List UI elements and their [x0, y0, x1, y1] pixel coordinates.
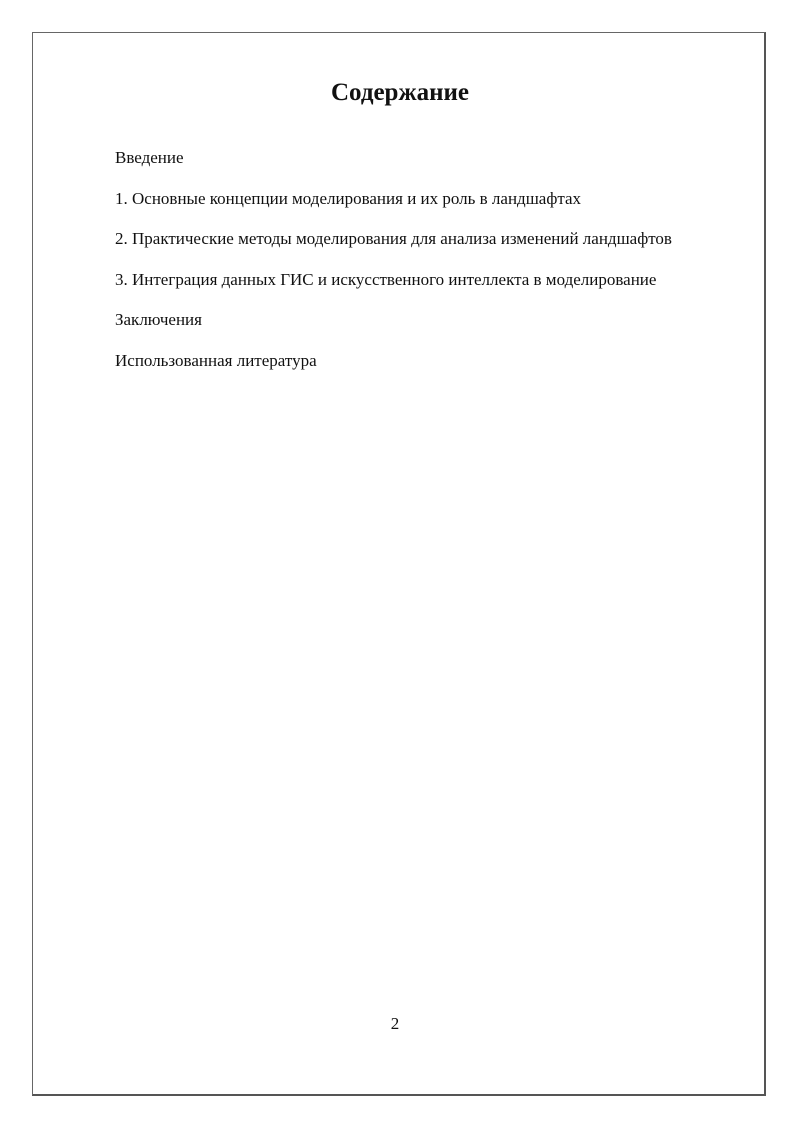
- page-title: Содержание: [330, 79, 469, 106]
- table-of-contents: [115, 146, 672, 389]
- document-page: [32, 32, 766, 1096]
- toc-item-section-3[interactable]: 3. Интеграция данных ГИС и искусственного интеллекта в моделирование: [115, 269, 657, 289]
- toc-item-conclusion[interactable]: Заключения: [115, 310, 202, 329]
- toc-item-references[interactable]: Использованная литература: [115, 350, 317, 370]
- toc-item-introduction[interactable]: Введение: [115, 148, 184, 167]
- toc-item-section-2[interactable]: 2. Практические методы моделирования для анализа изменений ландшафтов: [115, 229, 672, 248]
- toc-item-section-1[interactable]: 1. Основные концепции моделирования и их роль в ландшафтах: [115, 188, 582, 208]
- page-number: 2: [390, 1014, 400, 1033]
